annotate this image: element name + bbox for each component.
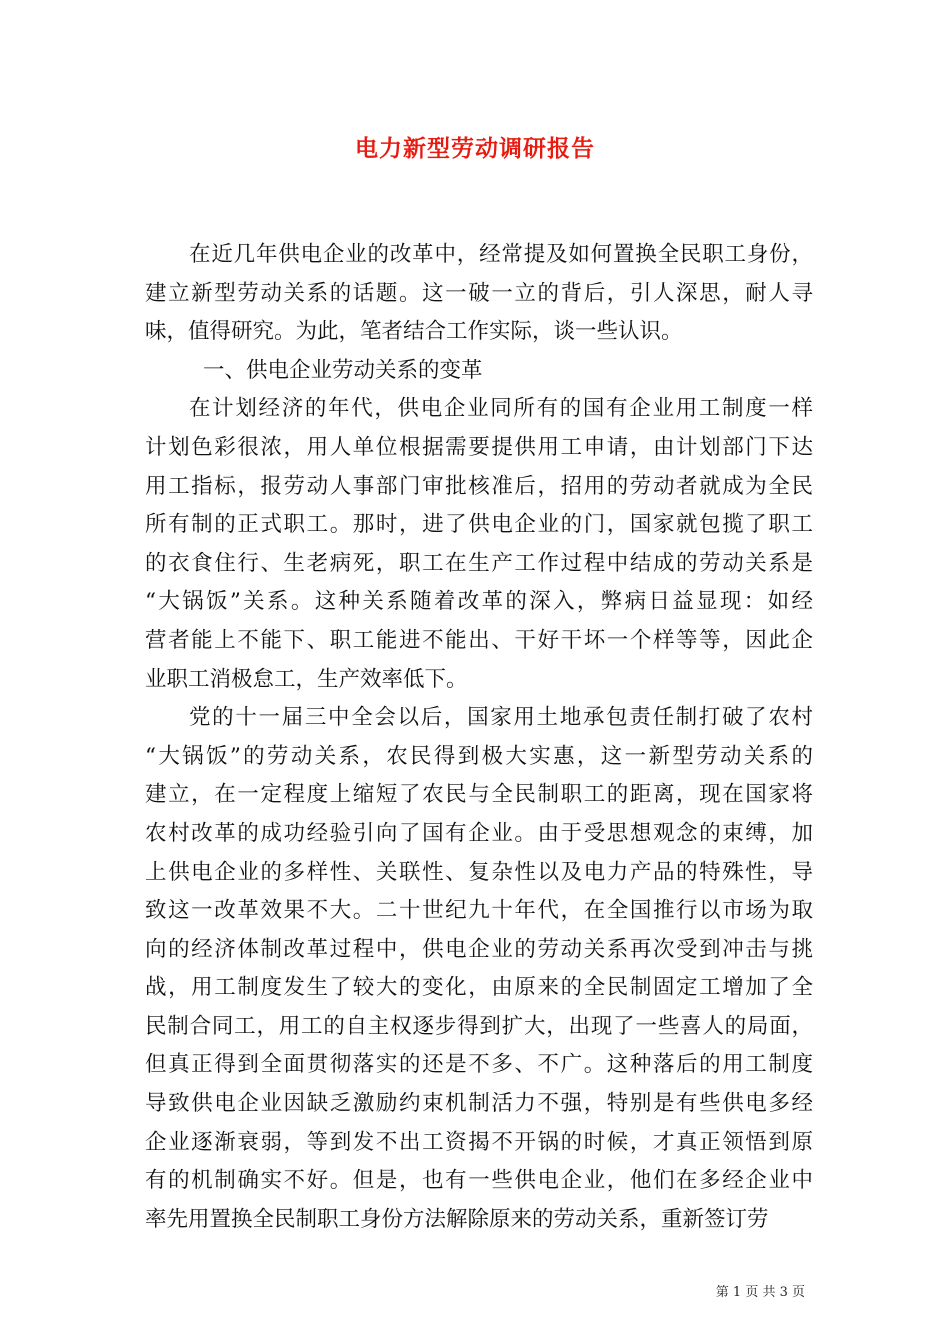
text-line: 率先用置换全民制职工身份方法解除原来的劳动关系，重新签订劳 (145, 1206, 769, 1232)
text-line: 所有制的正式职工。那时，进了供电企业的门，国家就包揽了职工 (145, 512, 813, 538)
section-heading (145, 352, 813, 391)
text-line: 党的十一届三中全会以后，国家用土地承包责任制打破了农村 (189, 705, 813, 731)
text-line: 建立新型劳动关系的话题。这一破一立的背后，引人深思，耐人寻 (145, 280, 813, 306)
document-title: 电力新型劳动调研报告 (355, 135, 595, 162)
paragraph (145, 699, 813, 1239)
text-line: 上供电企业的多样性、关联性、复杂性以及电力产品的特殊性，导 (145, 859, 813, 885)
text-line: 但真正得到全面贯彻落实的还是不多、不广。这种落后的用工制度 (145, 1052, 813, 1078)
text-line: 计划色彩很浓，用人单位根据需要提供用工申请，由计划部门下达 (145, 434, 813, 460)
text-line: 用工指标，报劳动人事部门审批核准后，招用的劳动者就成为全民 (145, 473, 813, 499)
text-line: 民制合同工，用工的自主权逐步得到扩大，出现了一些喜人的局面， (145, 1013, 813, 1039)
text-line: 导致供电企业因缺乏激励约束机制活力不强，特别是有些供电多经 (145, 1091, 813, 1117)
text-line: “大锅饭”的劳动关系，农民得到极大实惠，这一新型劳动关系的 (145, 743, 813, 769)
text-line: 在近几年供电企业的改革中，经常提及如何置换全民职工身份， (189, 242, 813, 267)
text-line: 战，用工制度发生了较大的变化，由原来的全民制固定工增加了全 (145, 975, 813, 1001)
text-line: 农村改革的成功经验引向了国有企业。由于受思想观念的束缚，加 (145, 820, 813, 846)
page-footer: 第 1 页 共 3 页 (715, 1285, 805, 1300)
paragraph (145, 236, 813, 352)
text-line: 味，值得研究。为此，笔者结合工作实际，谈一些认识。 (145, 319, 683, 345)
text-line: 致这一改革效果不大。二十世纪九十年代，在全国推行以市场为取 (145, 898, 813, 924)
text-line: 一、供电企业劳动关系的变革 (203, 357, 483, 383)
text-line: 在计划经济的年代，供电企业同所有的国有企业用工制度一样 (189, 396, 813, 422)
text-line: 的衣食住行、生老病死，职工在生产工作过程中结成的劳动关系是 (145, 550, 813, 576)
text-line: 建立，在一定程度上缩短了农民与全民制职工的距离，现在国家将 (145, 782, 813, 808)
text-line: 营者能上不能下、职工能进不能出、干好干坏一个样等等，因此企 (145, 627, 813, 653)
paragraph (145, 390, 813, 699)
document-body (145, 236, 813, 1239)
text-line: 有的机制确实不好。但是，也有一些供电企业，他们在多经企业中 (145, 1168, 813, 1194)
text-line: “大锅饭”关系。这种关系随着改革的深入，弊病日益显现：如经 (145, 589, 813, 615)
text-line: 业职工消极怠工，生产效率低下。 (145, 666, 468, 692)
text-line: 向的经济体制改革过程中，供电企业的劳动关系再次受到冲击与挑 (145, 936, 813, 962)
text-line: 企业逐渐衰弱，等到发不出工资揭不开锅的时候，才真正领悟到原 (145, 1129, 813, 1155)
